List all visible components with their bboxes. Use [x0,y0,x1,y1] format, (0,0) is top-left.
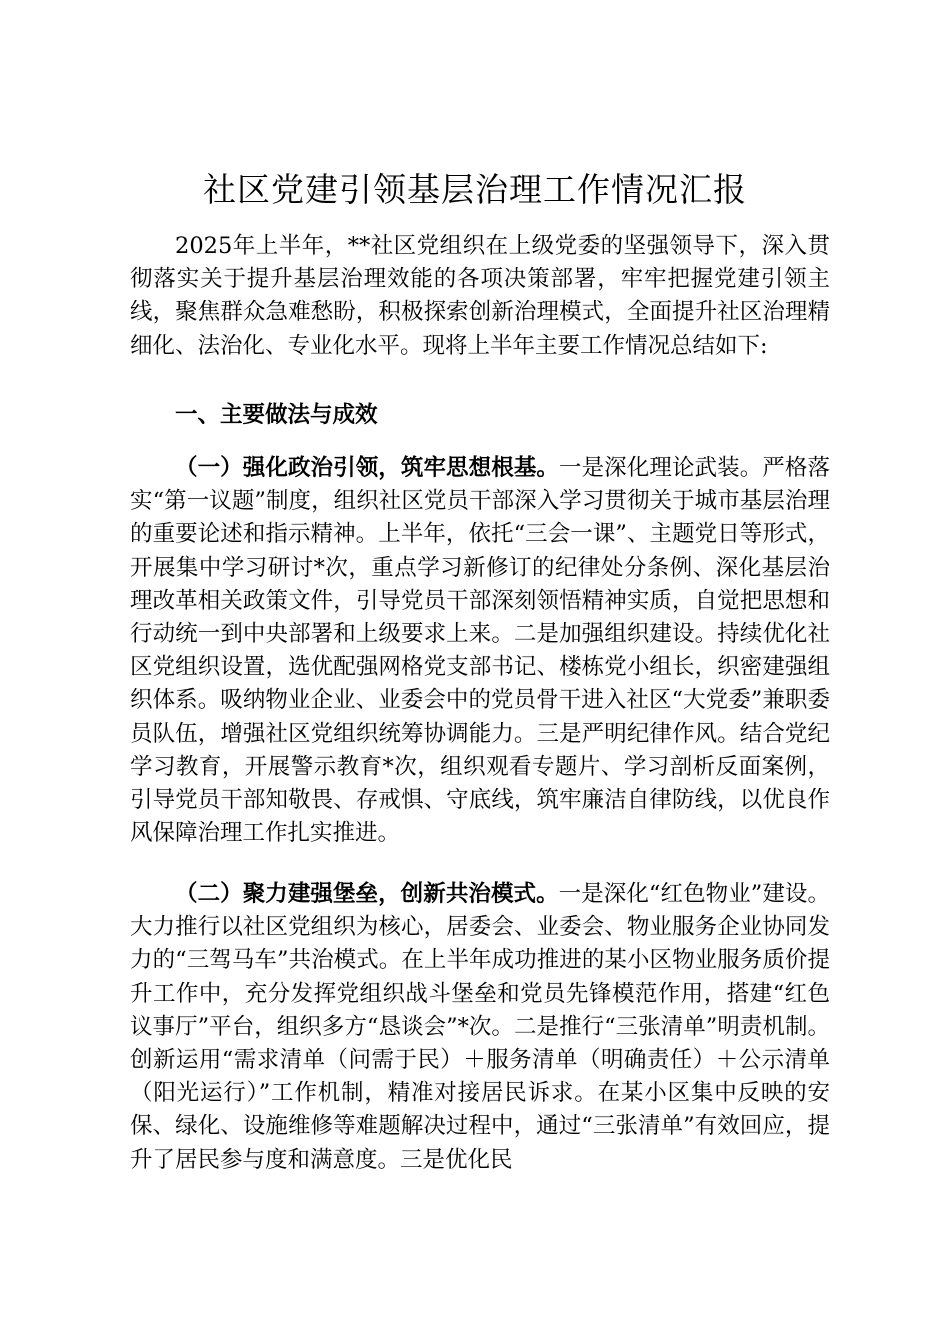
document-title: 社区党建引领基层治理工作情况汇报 [203,170,747,209]
section-1-paragraph [130,452,830,850]
section-2-lead: （二）聚力建强堡垒，创新共治模式。 [175,881,559,907]
section-1-text: 一是深化理论武装。严格落实“第一议题”制度，组织社区党员干部深入学习贯彻关于城市基层治理的重要论述和指示精神。上半年，依托“三会一课”、主题党日等形式，开展集中学习研讨*次，重点学习新修订的纪律处分条例、深化基层治理改革相关政策文件，引导党员干部深刻领悟精神实质，自觉把思想和行动统一到中央部署和上级要求上来。二是加强组织建设。持续优化社区党组织设置，选优配强网格党支部书记、楼栋党小组长，织密建强组织体系。吸纳物业企业、业委会中的党员骨干进入社区“大党委”兼职委员队伍，增强社区党组织统筹协调能力。三是严明纪律作风。结合党纪学习教育，开展警示教育*次，组织观看专题片、学习剖析反面案例，引导党员干部知敬畏、存戒惧、守底线，筑牢廉洁自律防线，以优良作风保障治理工作扎实推进。 [130,455,830,847]
intro-paragraph: 2025年上半年，**社区党组织在上级党委的坚强领导下，深入贯彻落实关于提升基层治理效能的各项决策部署，牢牢把握党建引领主线，聚焦群众急难愁盼，积极探索创新治理模式，全面提升社区治理精细化、法治化、专业化水平。现将上半年主要工作情况总结如下: [130,233,830,359]
section-heading-main-practices: 一、主要做法与成效 [175,402,378,428]
section-2-paragraph [130,878,830,1177]
section-1-lead: （一）强化政治引领，筑牢思想根基。 [175,455,559,481]
section-2-text: 一是深化“红色物业”建设。大力推行以社区党组织为核心，居委会、业委会、物业服务企业协同发力的“三驾马车”共治模式。在上半年成功推进的某小区物业服务质价提升工作中，充分发挥党组织战斗堡垒和党员先锋模范作用，搭建“红色议事厅”平台，组织多方“恳谈会”*次。二是推行“三张清单”明责机制。创新运用“需求清单（问需于民）＋服务清单（明确责任）＋公示清单（阳光运行）”工作机制，精准对接居民诉求。在某小区集中反映的安保、绿化、设施维修等难题解决过程中，通过“三张清单”有效回应，提升了居民参与度和满意度。三是优化民 [130,881,830,1173]
